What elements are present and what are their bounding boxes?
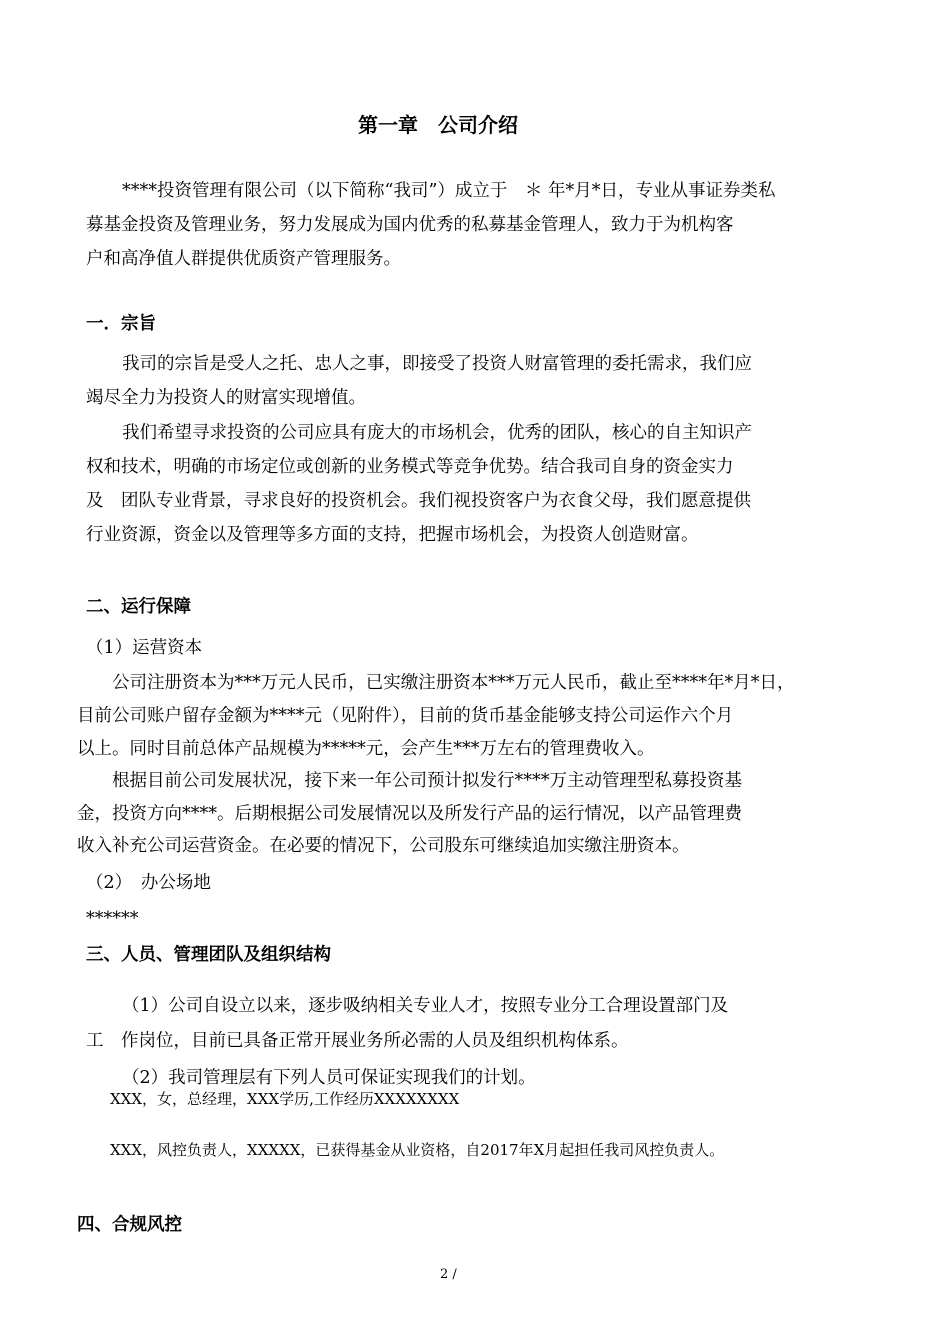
office-placeholder: ****** [86,909,139,929]
intro-line-3: 户和高净值人群提供优质资产管理服务。 [86,249,401,269]
section-1-line: 及 团队专业背景，寻求良好的投资机会。我们视投资客户为衣食父母，我们愿意提供 [86,491,751,511]
section-2-line: 收入补充公司运营资金。在必要的情况下，公司股东可继续追加实缴注册资本。 [77,836,690,856]
section-2-subheading: （1）运营资本 [86,638,203,658]
intro-line-1: ****投资管理有限公司（以下简称“我司”）成立于 ＊ 年*月*日，专业从事证券类私 [122,181,776,201]
chapter-title: 第一章 公司介绍 [358,113,518,137]
intro-line-2: 募基金投资及管理业务，努力发展成为国内优秀的私募基金管理人，致力于为机构客 [86,215,734,235]
section-1-line: 我们希望寻求投资的公司应具有庞大的市场机会，优秀的团队，核心的自主知识产 [122,423,752,443]
section-2-line: 金，投资方向****。后期根据公司发展情况以及所发行产品的运行情况，以产品管理费 [77,804,742,824]
section-3-line: （1）公司自设立以来，逐步吸纳相关专业人才，按照专业分工合理设置部门及 [122,996,729,1016]
section-1-heading: 一．宗旨 [86,314,156,334]
section-1-line: 行业资源，资金以及管理等多方面的支持，把握市场机会，为投资人创造财富。 [86,525,699,545]
section-3-heading: 三、人员、管理团队及组织结构 [86,945,331,965]
section-1-line: 竭尽全力为投资人的财富实现增值。 [86,388,366,408]
person-risk: XXX，风控负责人，XXXXX，已获得基金从业资格，自2017年X月起担任我司风控负责人。 [110,1141,725,1159]
section-1-line: 我司的宗旨是受人之托、忠人之事，即接受了投资人财富管理的委托需求，我们应 [122,354,752,374]
section-2-line: 公司注册资本为***万元人民币，已实缴注册资本***万元人民币，截止至****年*月*日， [112,673,795,693]
section-2-heading: 二、运行保障 [86,597,191,617]
section-2-line: 根据目前公司发展状况，接下来一年公司预计拟发行****万主动管理型私募投资基 [112,771,742,791]
page-number: 2 / [440,1267,457,1282]
section-2-subheading: （2） 办公场地 [86,873,211,893]
person-gm: XXX，女，总经理，XXX学历,工作经历XXXXXXXX [110,1090,460,1108]
section-3-line: 工 作岗位，目前已具备正常开展业务所必需的人员及组织机构体系。 [86,1031,629,1051]
section-3-line: （2）我司管理层有下列人员可保证实现我们的计划。 [122,1068,536,1088]
section-4-heading: 四、合规风控 [77,1215,182,1235]
section-2-line: 目前公司账户留存金额为****元（见附件），目前的货币基金能够支持公司运作六个月 [77,706,734,726]
section-1-line: 权和技术，明确的市场定位或创新的业务模式等竞争优势。结合我司自身的资金实力 [86,457,734,477]
section-2-line: 以上。同时目前总体产品规模为*****元，会产生***万左右的管理费收入。 [77,739,655,759]
